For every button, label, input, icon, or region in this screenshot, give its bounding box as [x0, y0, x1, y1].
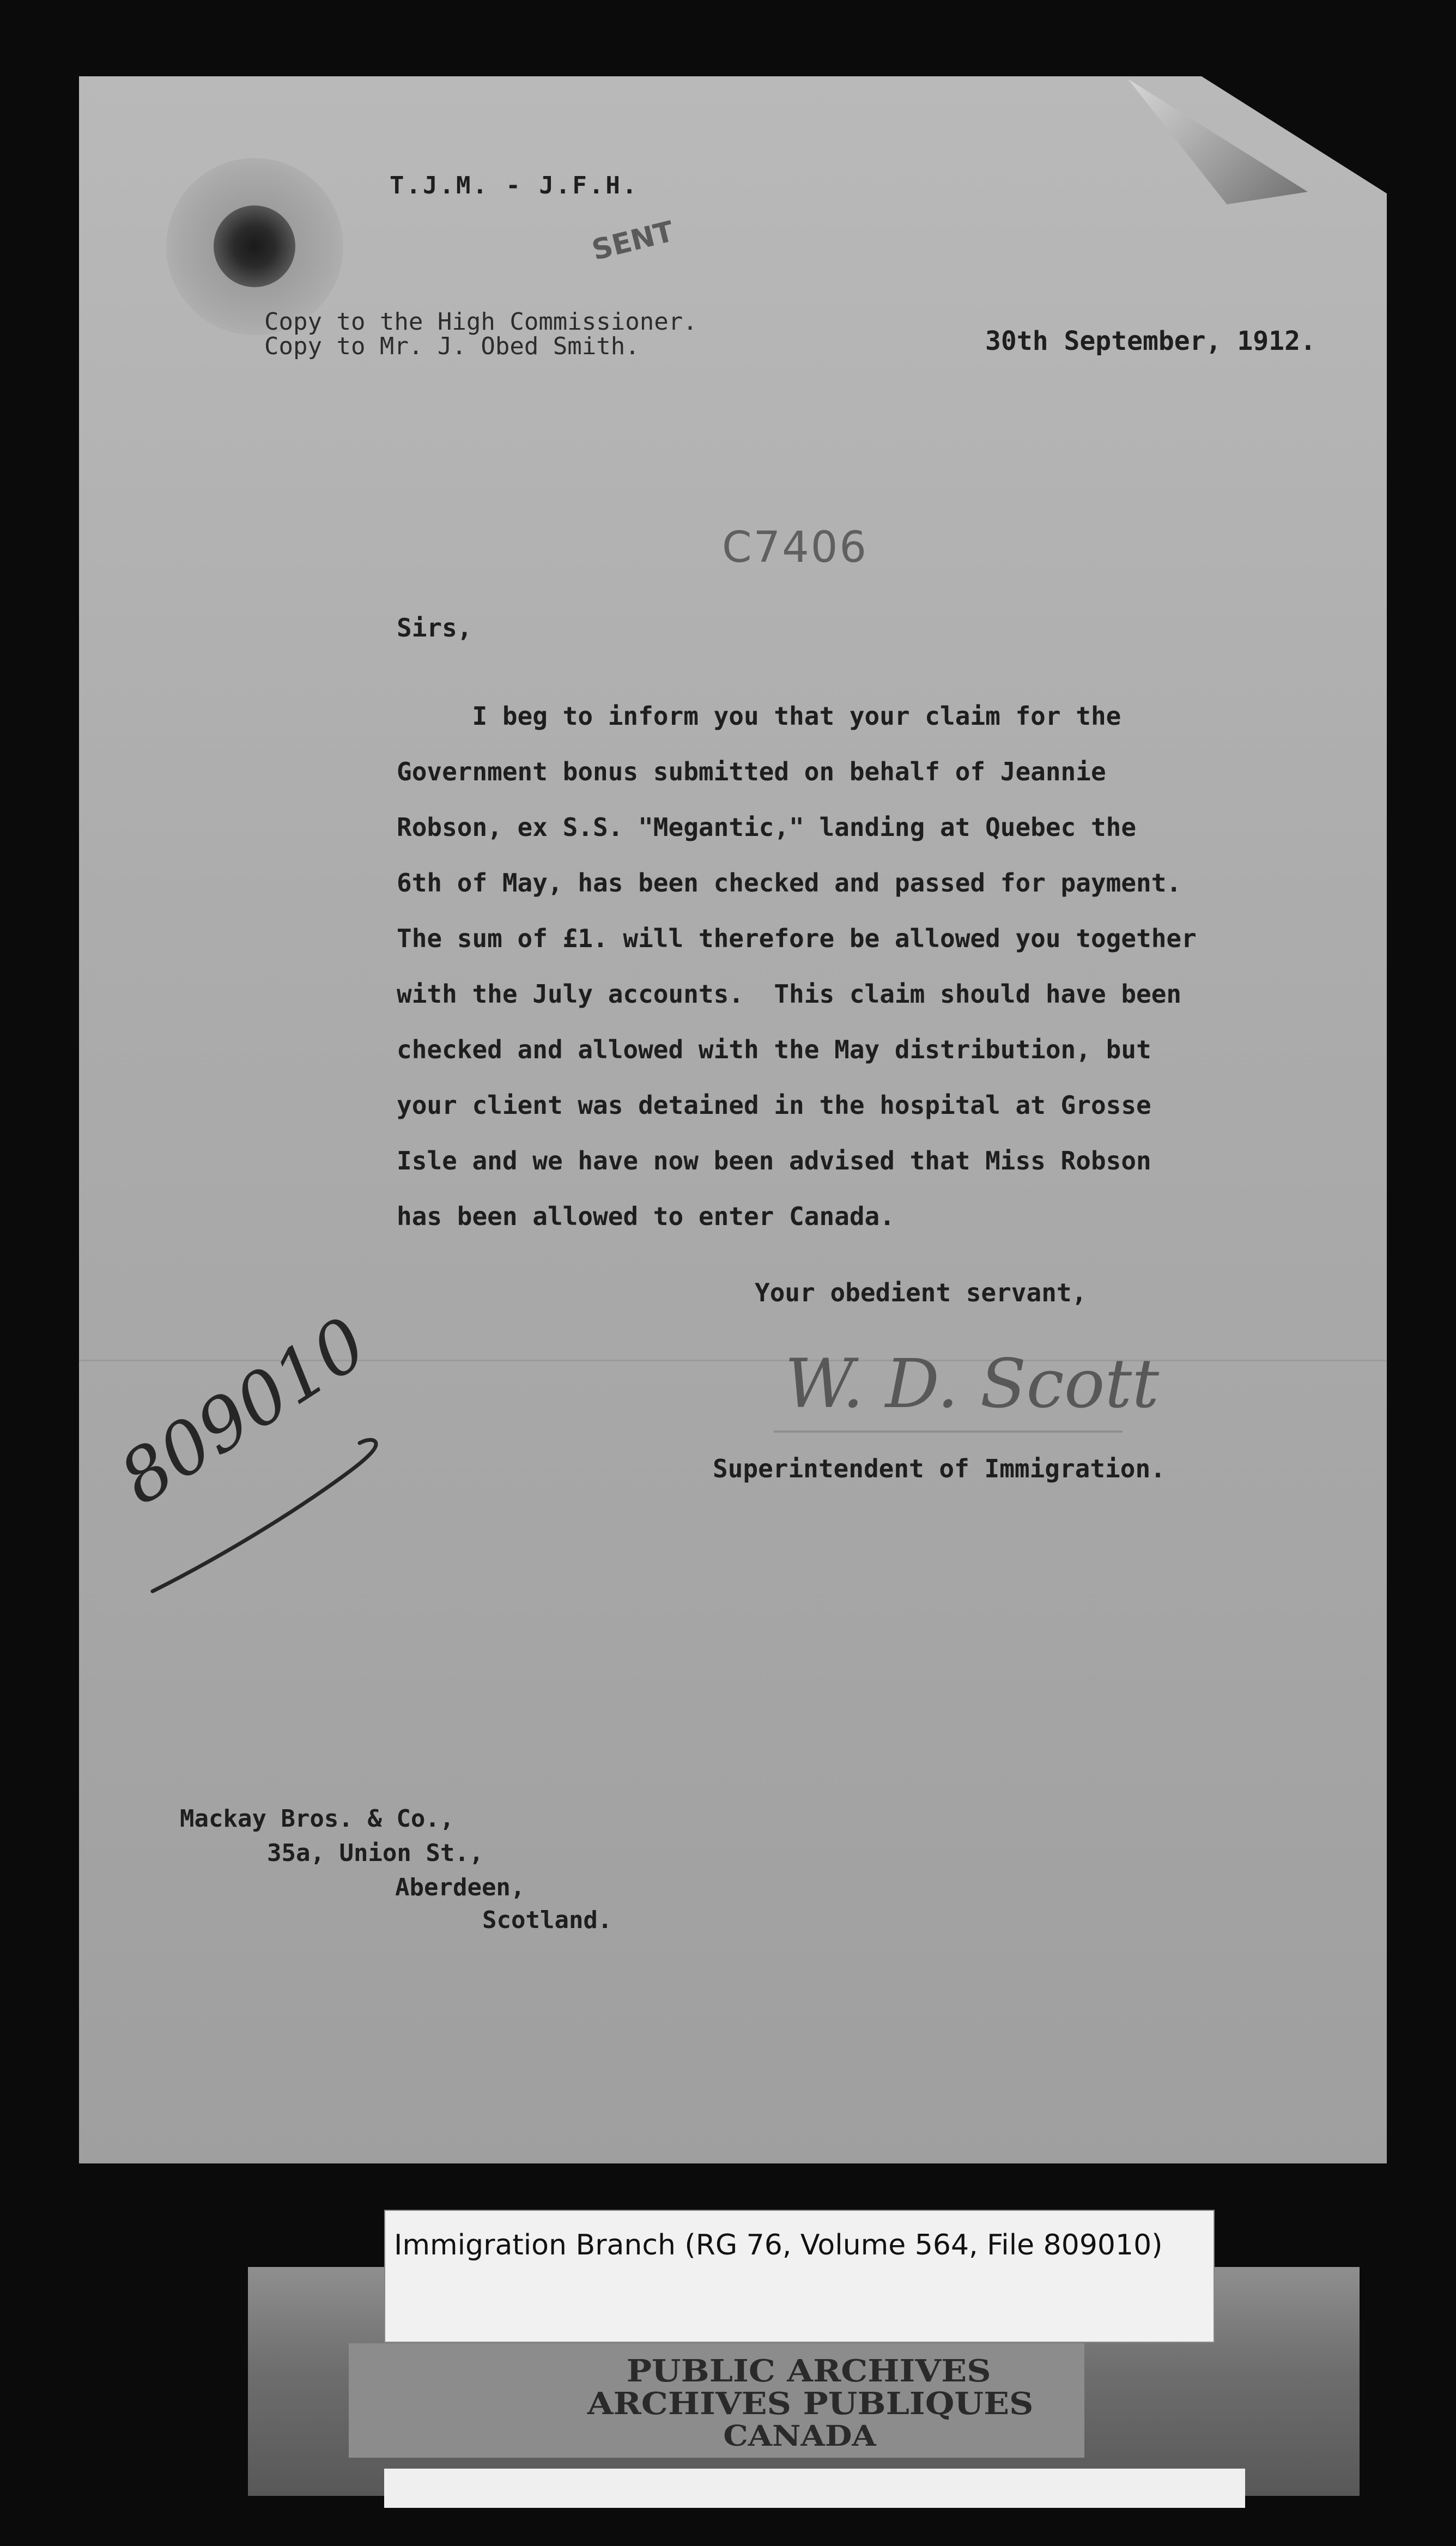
body-line: Robson, ex S.S. "Megantic," landing at Quebec the [397, 813, 1137, 842]
letter-date: 30th September, 1912. [985, 326, 1316, 356]
body-line: The sum of £1. will therefore be allowed you together [397, 924, 1197, 953]
sent-stamp: SENT [589, 215, 677, 267]
punch-hole [214, 205, 295, 287]
body-line: checked and allowed with the May distribution, but [397, 1035, 1151, 1064]
body-line: your client was detained in the hospital at Grosse [397, 1090, 1151, 1120]
file-number-stamp: C7406 [722, 523, 868, 572]
body-line: Government bonus submitted on behalf of Jeannie [397, 757, 1106, 786]
archive-stamp-line: PUBLIC ARCHIVES [626, 2353, 991, 2389]
body-line: has been allowed to enter Canada. [397, 1202, 895, 1231]
body-line: Isle and we have now been advised that Miss Robson [397, 1146, 1151, 1175]
handwritten-flourish [120, 1428, 403, 1602]
archive-label: Immigration Branch (RG 76, Volume 564, File 809010) [394, 2229, 1163, 2262]
closing: Your obedient servant, [755, 1278, 1087, 1307]
signature-line [774, 1430, 1123, 1433]
archive-stamp-line: ARCHIVES PUBLIQUES [587, 2386, 1034, 2422]
copy-line: Copy to Mr. J. Obed Smith. [264, 332, 640, 360]
body-line: I beg to inform you that your claim for the [397, 701, 1121, 731]
address-line: 35a, Union St., [267, 1839, 484, 1867]
copy-line: Copy to the High Commissioner. [264, 308, 697, 336]
body-line: with the July accounts. This claim should have been [397, 979, 1182, 1009]
address-line: Scotland. [482, 1906, 612, 1934]
bottom-label-bar [384, 2469, 1245, 2508]
reference-initials: T.J.M. - J.F.H. [390, 172, 639, 199]
body-line: 6th of May, has been checked and passed for payment. [397, 868, 1182, 898]
archive-stamp-line: CANADA [723, 2420, 876, 2453]
signatory-title: Superintendent of Immigration. [713, 1454, 1166, 1483]
handwritten-file-number: 809010 [105, 1301, 381, 1521]
address-line: Mackay Bros. & Co., [180, 1805, 454, 1833]
salutation: Sirs, [397, 613, 472, 642]
address-line: Aberdeen, [395, 1874, 525, 1901]
signature: W. D. Scott [785, 1345, 1160, 1423]
